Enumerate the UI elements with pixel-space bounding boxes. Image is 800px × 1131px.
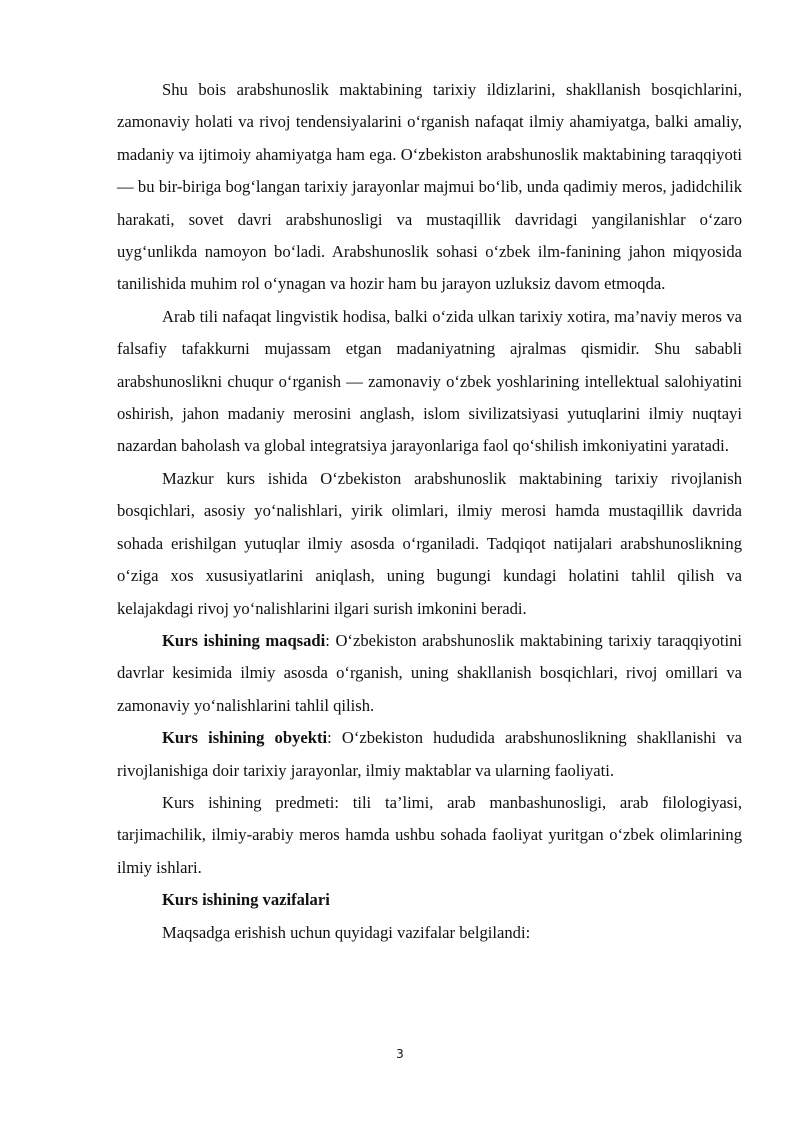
goal-label: Kurs ishining maqsadi: [162, 630, 326, 650]
paragraph-arabic-language: Arab tili nafaqat lingvistik hodisa, balki o‘zida ulkan tarixiy xotira, ma’naviy meros va falsafiy tafakkurni mujassam etgan madaniyatning ajralmas qismidir. Shu sababli arabshunoslikni chuqur o‘rganish — zamonaviy o‘zbek yoshlarining intellektual salohiyatini oshirish, jahon madaniy merosini anglash, islom sivilizatsiyasi yutuqlarini ilmiy nuqtayi nazardan baholash va global integratsiya jarayonlariga faol qo‘shilish imkoniyatini yaratadi.: [117, 306, 742, 456]
page-number: 3: [396, 1047, 404, 1061]
document-body: [117, 74, 742, 949]
paragraph-subject: Kurs ishining predmeti: tili ta’limi, arab manbashunosligi, arab filologiyasi, tarjimachilik, ilmiy-arabiy meros hamda ushbu sohada faoliyat yuritgan o‘zbek olimlarining ilmiy ishlari.: [117, 792, 742, 877]
object-label: Kurs ishining obyekti: [162, 728, 328, 748]
paragraph-goal: [117, 625, 742, 722]
object-text: : O‘zbekiston hududida arabshunoslikning shakllanishi va rivojlanishiga doir tarixiy jarayonlar, ilmiy maktablar va ularning faoliyati.: [117, 728, 742, 780]
tasks-heading: Kurs ishining vazifalari: [162, 890, 330, 910]
tasks-intro: Maqsadga erishish uchun quyidagi vazifalar belgilandi:: [162, 922, 531, 942]
paragraph-object: [117, 722, 742, 787]
goal-text: : O‘zbekiston arabshunoslik maktabining tarixiy taraqqiyotini davrlar kesimida ilmiy asosda o‘rganish, uning shakllanish bosqichlari, rivoj omillari va zamonaviy yo‘nalishlarini tahlil qilish.: [117, 630, 742, 715]
paragraph-course-scope: Mazkur kurs ishida O‘zbekiston arabshunoslik maktabining tarixiy rivojlanish bosqichlari, asosiy yo‘nalishlari, yirik olimlari, ilmiy merosi hamda mustaqillik davrida sohada erishilgan yutuqlar ilmiy asosda o‘rganiladi. Tadqiqot natijalari arabshunoslikning o‘ziga xos xususiyatlarini aniqlash, uning bugungi kundagi holatini tahlil qilish va kelajakdagi rivoj yo‘nalishlarini ilgari surish imkonini beradi.: [117, 468, 742, 618]
paragraph-intro: Shu bois arabshunoslik maktabining tarixiy ildizlarini, shakllanish bosqichlarini, zamonaviy holati va rivoj tendensiyalarini o‘rganish nafaqat ilmiy ahamiyatga, balki amaliy, madaniy va ijtimoiy ahamiyatga ham ega. O‘zbekiston arabshunoslik maktabining taraqqiyoti — bu bir-biriga bog‘langan tarixiy jarayonlar majmui bo‘lib, unda qadimiy meros, jadidchilik harakati, sovet davri arabshunosligi va mustaqillik davridagi yangilanishlar o‘zaro uyg‘unlikda namoyon bo‘ladi. Arabshunoslik sohasi o‘zbek ilm-fanining jahon miqyosida tanilishida muhim rol o‘ynagan va hozir ham bu jarayon uzluksiz davom etmoqda.: [117, 80, 742, 294]
